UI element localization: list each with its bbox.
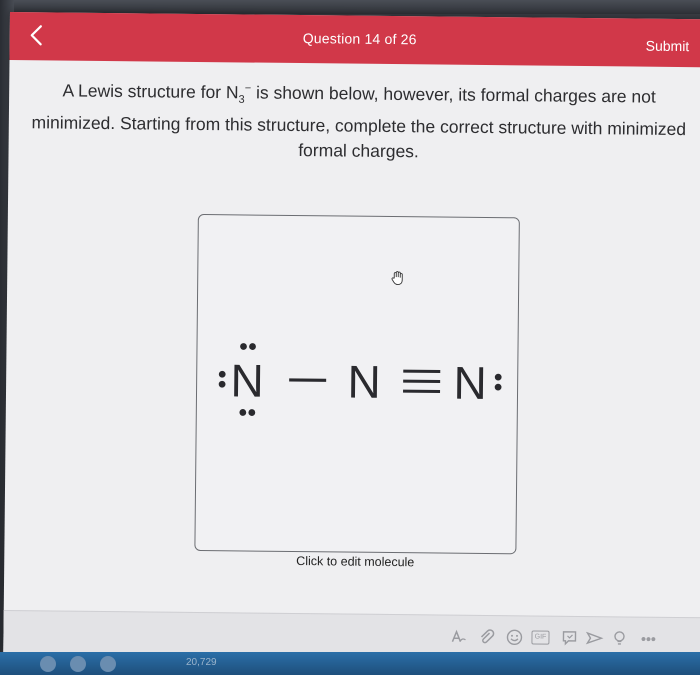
molecule-editor[interactable] (194, 214, 520, 554)
dock-app-icon[interactable] (70, 656, 86, 672)
taskbar-label: 20,729 (186, 657, 217, 668)
comment-icon[interactable] (560, 629, 578, 647)
dock-app-icon[interactable] (40, 656, 56, 672)
triple-bond (403, 371, 440, 391)
attach-icon[interactable] (477, 628, 495, 646)
send-icon[interactable] (585, 629, 603, 647)
os-taskbar (0, 652, 700, 675)
submit-button[interactable]: Submit (645, 37, 690, 55)
lewis-structure (195, 215, 518, 553)
text-format-icon[interactable] (449, 628, 467, 646)
emoji-icon[interactable] (505, 628, 523, 646)
prompt-subscript: 3 (238, 93, 245, 106)
atom-n-middle: N (347, 355, 382, 408)
dock-app-icon[interactable] (100, 656, 116, 672)
question-counter: Question 14 of 26 (302, 30, 417, 48)
app-screen (3, 12, 700, 659)
question-header (9, 12, 700, 67)
more-icon[interactable]: ••• (641, 630, 656, 647)
lone-pairs-right-n (495, 374, 502, 391)
prompt-superscript: − (244, 82, 252, 95)
gif-icon[interactable]: GIF (531, 630, 549, 644)
question-prompt (28, 74, 689, 167)
prompt-suffix: is shown below, however, its formal charges are not minimized. Starting from this structure, complete the correct structure with minimized formal charges. (31, 82, 687, 162)
idea-icon[interactable] (610, 629, 628, 647)
edit-molecule-caption[interactable]: Click to edit molecule (296, 554, 415, 570)
device-top-edge (0, 0, 700, 14)
atom-n-left: N (230, 354, 265, 407)
atom-n-right: N (453, 356, 488, 410)
prompt-prefix: A Lewis structure for N (62, 80, 239, 103)
